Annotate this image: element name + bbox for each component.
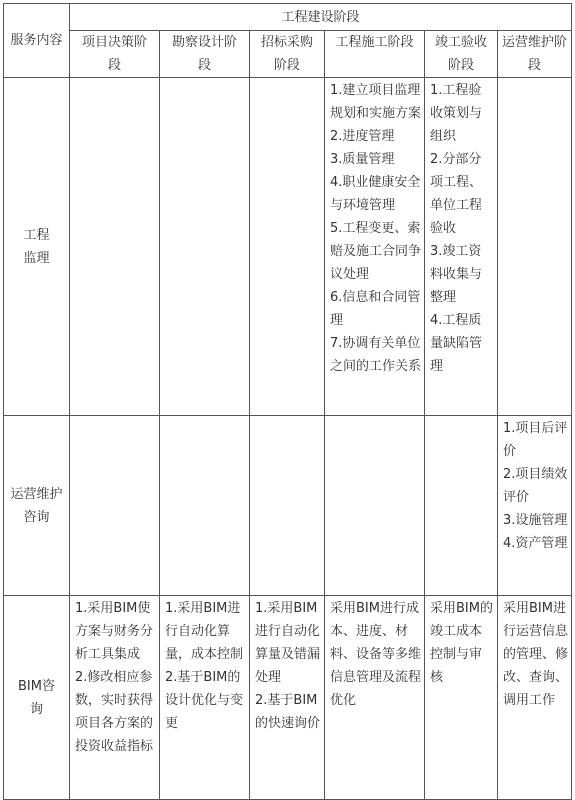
cell-item: 2.进度管理 xyxy=(330,129,395,144)
stage-header-text: 竣工验收阶段 xyxy=(434,35,487,73)
table-cell xyxy=(250,78,325,416)
cell-item: 1.采用BIM进行自动化算量及错漏处理 xyxy=(255,601,321,685)
corner-header-text: 服务内容 xyxy=(10,33,63,48)
table-cell xyxy=(160,78,250,416)
table-row xyxy=(4,596,572,800)
table-cell xyxy=(325,416,425,596)
cell-item: 4.职业健康安全与环境管理 xyxy=(330,175,421,213)
cell-item: 2.项目绩效评价 xyxy=(503,467,568,505)
group-header xyxy=(70,4,572,31)
table-row xyxy=(4,78,572,416)
row-header xyxy=(4,596,70,800)
cell-item: 1.采用BIM使方案与财务分析工具集成 xyxy=(75,601,154,662)
header-row-stages xyxy=(4,31,572,78)
corner-header xyxy=(4,4,70,78)
stage-header-text: 勘察设计阶段 xyxy=(171,35,237,73)
row-header xyxy=(4,416,70,596)
cell-item: 1.采用BIM进行自动化算量，成本控制 xyxy=(165,601,244,662)
row-header-text: 运营维护咨询 xyxy=(10,486,63,525)
stage-header-acceptance xyxy=(425,31,498,78)
table-cell xyxy=(425,416,498,596)
table-cell xyxy=(498,596,572,800)
cell-item: 1.工程验收策划与组织 xyxy=(430,83,483,144)
cell-item: 采用BIM进行运营信息的管理、修改、查询、调用工作 xyxy=(503,601,569,708)
table-cell xyxy=(70,596,160,800)
stage-header-construction xyxy=(325,31,425,78)
table-cell xyxy=(325,78,425,416)
cell-item: 4.资产管理 xyxy=(503,536,568,551)
cell-item: 2.基于BIM的设计优化与变更 xyxy=(165,670,244,731)
cell-item: 1.项目后评价 xyxy=(503,421,568,459)
table-cell xyxy=(425,78,498,416)
table-row xyxy=(4,416,572,596)
cell-item: 6.信息和合同管理 xyxy=(330,290,421,328)
stage-header-design xyxy=(160,31,250,78)
stage-header-text: 招标采购阶段 xyxy=(260,35,313,73)
table-cell xyxy=(70,78,160,416)
table-cell xyxy=(498,416,572,596)
cell-item: 3.质量管理 xyxy=(330,152,395,167)
group-header-text: 工程建设阶段 xyxy=(281,9,360,25)
cell-item: 4.工程质量缺陷管理 xyxy=(430,313,483,374)
cell-item: 3.设施管理 xyxy=(503,513,568,528)
cell-item: 采用BIM进行成本、进度、材料、设备等多维信息管理及流程优化 xyxy=(330,601,422,708)
table-cell xyxy=(70,416,160,596)
table-cell xyxy=(425,596,498,800)
table-cell xyxy=(250,416,325,596)
service-stage-table xyxy=(3,3,572,800)
cell-item: 5.工程变更、索赔及施工合同争议处理 xyxy=(330,221,422,282)
cell-item: 3.竣工资料收集与整理 xyxy=(430,244,483,305)
table-cell xyxy=(160,416,250,596)
cell-item: 2.修改相应参数，实时获得项目各方案的投资收益指标 xyxy=(75,670,154,754)
cell-item: 7.协调有关单位之间的工作关系 xyxy=(330,336,422,374)
row-header-text: BIM咨询 xyxy=(18,678,55,717)
stage-header-text: 项目决策阶段 xyxy=(81,35,147,73)
cell-item: 2.分部分项工程、单位工程验收 xyxy=(430,152,483,236)
header-row-group xyxy=(4,4,572,31)
stage-header-bidding xyxy=(250,31,325,78)
stage-header-text: 工程施工阶段 xyxy=(335,35,414,50)
table-cell xyxy=(498,78,572,416)
table-cell xyxy=(325,596,425,800)
stage-header-text: 运营维护阶段 xyxy=(502,35,568,73)
row-header xyxy=(4,78,70,416)
stage-header-operation xyxy=(498,31,572,78)
row-header-text: 工程监理 xyxy=(23,227,50,266)
stage-header-decision xyxy=(70,31,160,78)
cell-item: 2.基于BIM的快速询价 xyxy=(255,693,321,731)
cell-item: 1.建立项目监理规划和实施方案 xyxy=(330,83,422,121)
cell-item: 采用BIM的竣工成本控制与审核 xyxy=(430,601,493,685)
table-cell xyxy=(250,596,325,800)
table-cell xyxy=(160,596,250,800)
